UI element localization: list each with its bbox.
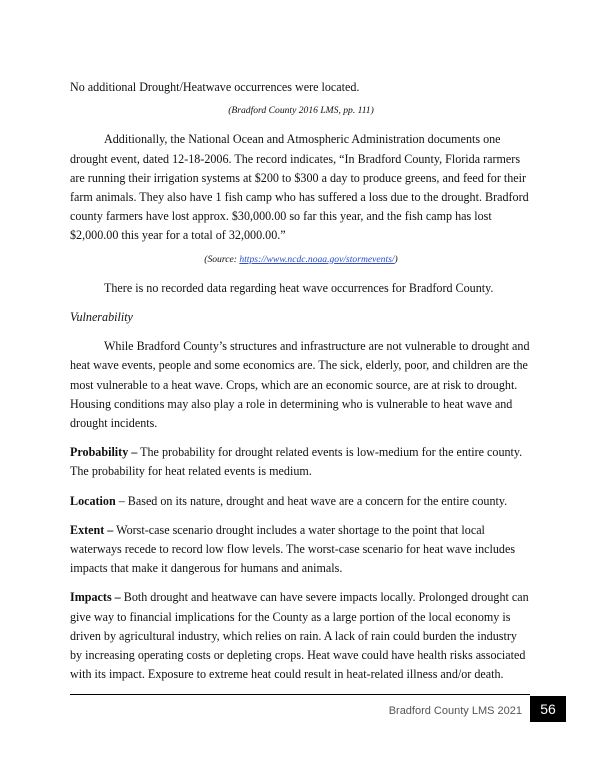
extent-paragraph bbox=[70, 521, 532, 579]
impacts-label: Impacts – bbox=[70, 590, 121, 605]
footer-doc-title: Bradford County LMS 2021 bbox=[388, 705, 522, 717]
citation-noaa bbox=[70, 250, 532, 269]
vulnerability-paragraph: While Bradford County’s structures and infrastructure are not vulnerable to drought and heat wave events, people and some economics are. The sick, elderly, poor, and children are the most vulnerable to a heat wave. Crops, which are an economic source, are at risk to drought. Housing conditions may also play a role in determining who is vulnerable to heat wave and drought incidents. bbox=[70, 339, 530, 431]
vulnerability-heading: Vulnerability bbox=[70, 310, 133, 325]
impacts-text: Both drought and heatwave can have severe impacts locally. Prolonged drought can give way to financial implications for the County as a large portion of the local economy is driven by agricultural industry, which relies on rain. A lack of rain could burden the industry by increasing operating costs or depleting crops. Heat wave could have health risks associated with its impact. Exposure to extreme heat could result in heat-related illness and/or death. bbox=[70, 590, 529, 682]
extent-text: Worst-case scenario drought includes a water shortage to the point that local waterways recede to record low flow levels. The worst-case scenario for heat wave includes impacts that make it dangerous for humans and animals. bbox=[70, 522, 516, 576]
page-number: 56 bbox=[530, 696, 566, 722]
extent-label: Extent – bbox=[70, 522, 114, 537]
impacts-paragraph bbox=[70, 588, 532, 684]
probability-paragraph bbox=[70, 443, 532, 481]
footer-divider bbox=[70, 694, 530, 695]
heatwave-paragraph: There is no recorded data regarding heat wave occurrences for Bradford County. bbox=[104, 280, 494, 295]
location-paragraph bbox=[70, 492, 532, 511]
citation-lms-2016: (Bradford County 2016 LMS, pp. 111) bbox=[228, 105, 374, 117]
probability-text: The probability for drought related events is low-medium for the entire county. The probability for heat related events is medium. bbox=[70, 445, 523, 479]
probability-label: Probability – bbox=[70, 445, 138, 460]
location-label: Location bbox=[70, 493, 116, 508]
noaa-paragraph: Additionally, the National Ocean and Atmospheric Administration documents one drought event, dated 12-18-2006. The record indicates, “In Bradford County, Florida rarmers are running their irrigation systems at $200 to $300 a day to produce greens, and feed for their farm animals. They also have 1 fish camp who has suffered a loss due to the drought. Bradford county farmers have lost approx. $30,000.00 so far this year, and the fish camp has lost $2,000.00 this year for a total of 32,000.00.” bbox=[70, 132, 529, 243]
noaa-link[interactable]: https://www.ncdc.noaa.gov/stormevents/ bbox=[239, 253, 395, 265]
intro-paragraph: No additional Drought/Heatwave occurrences were located. bbox=[70, 80, 360, 94]
citation-suffix: ) bbox=[394, 253, 398, 265]
document-body bbox=[70, 78, 532, 684]
citation-prefix: (Source: bbox=[204, 253, 240, 265]
location-text: – Based on its nature, drought and heat wave are a concern for the entire county. bbox=[115, 493, 508, 508]
